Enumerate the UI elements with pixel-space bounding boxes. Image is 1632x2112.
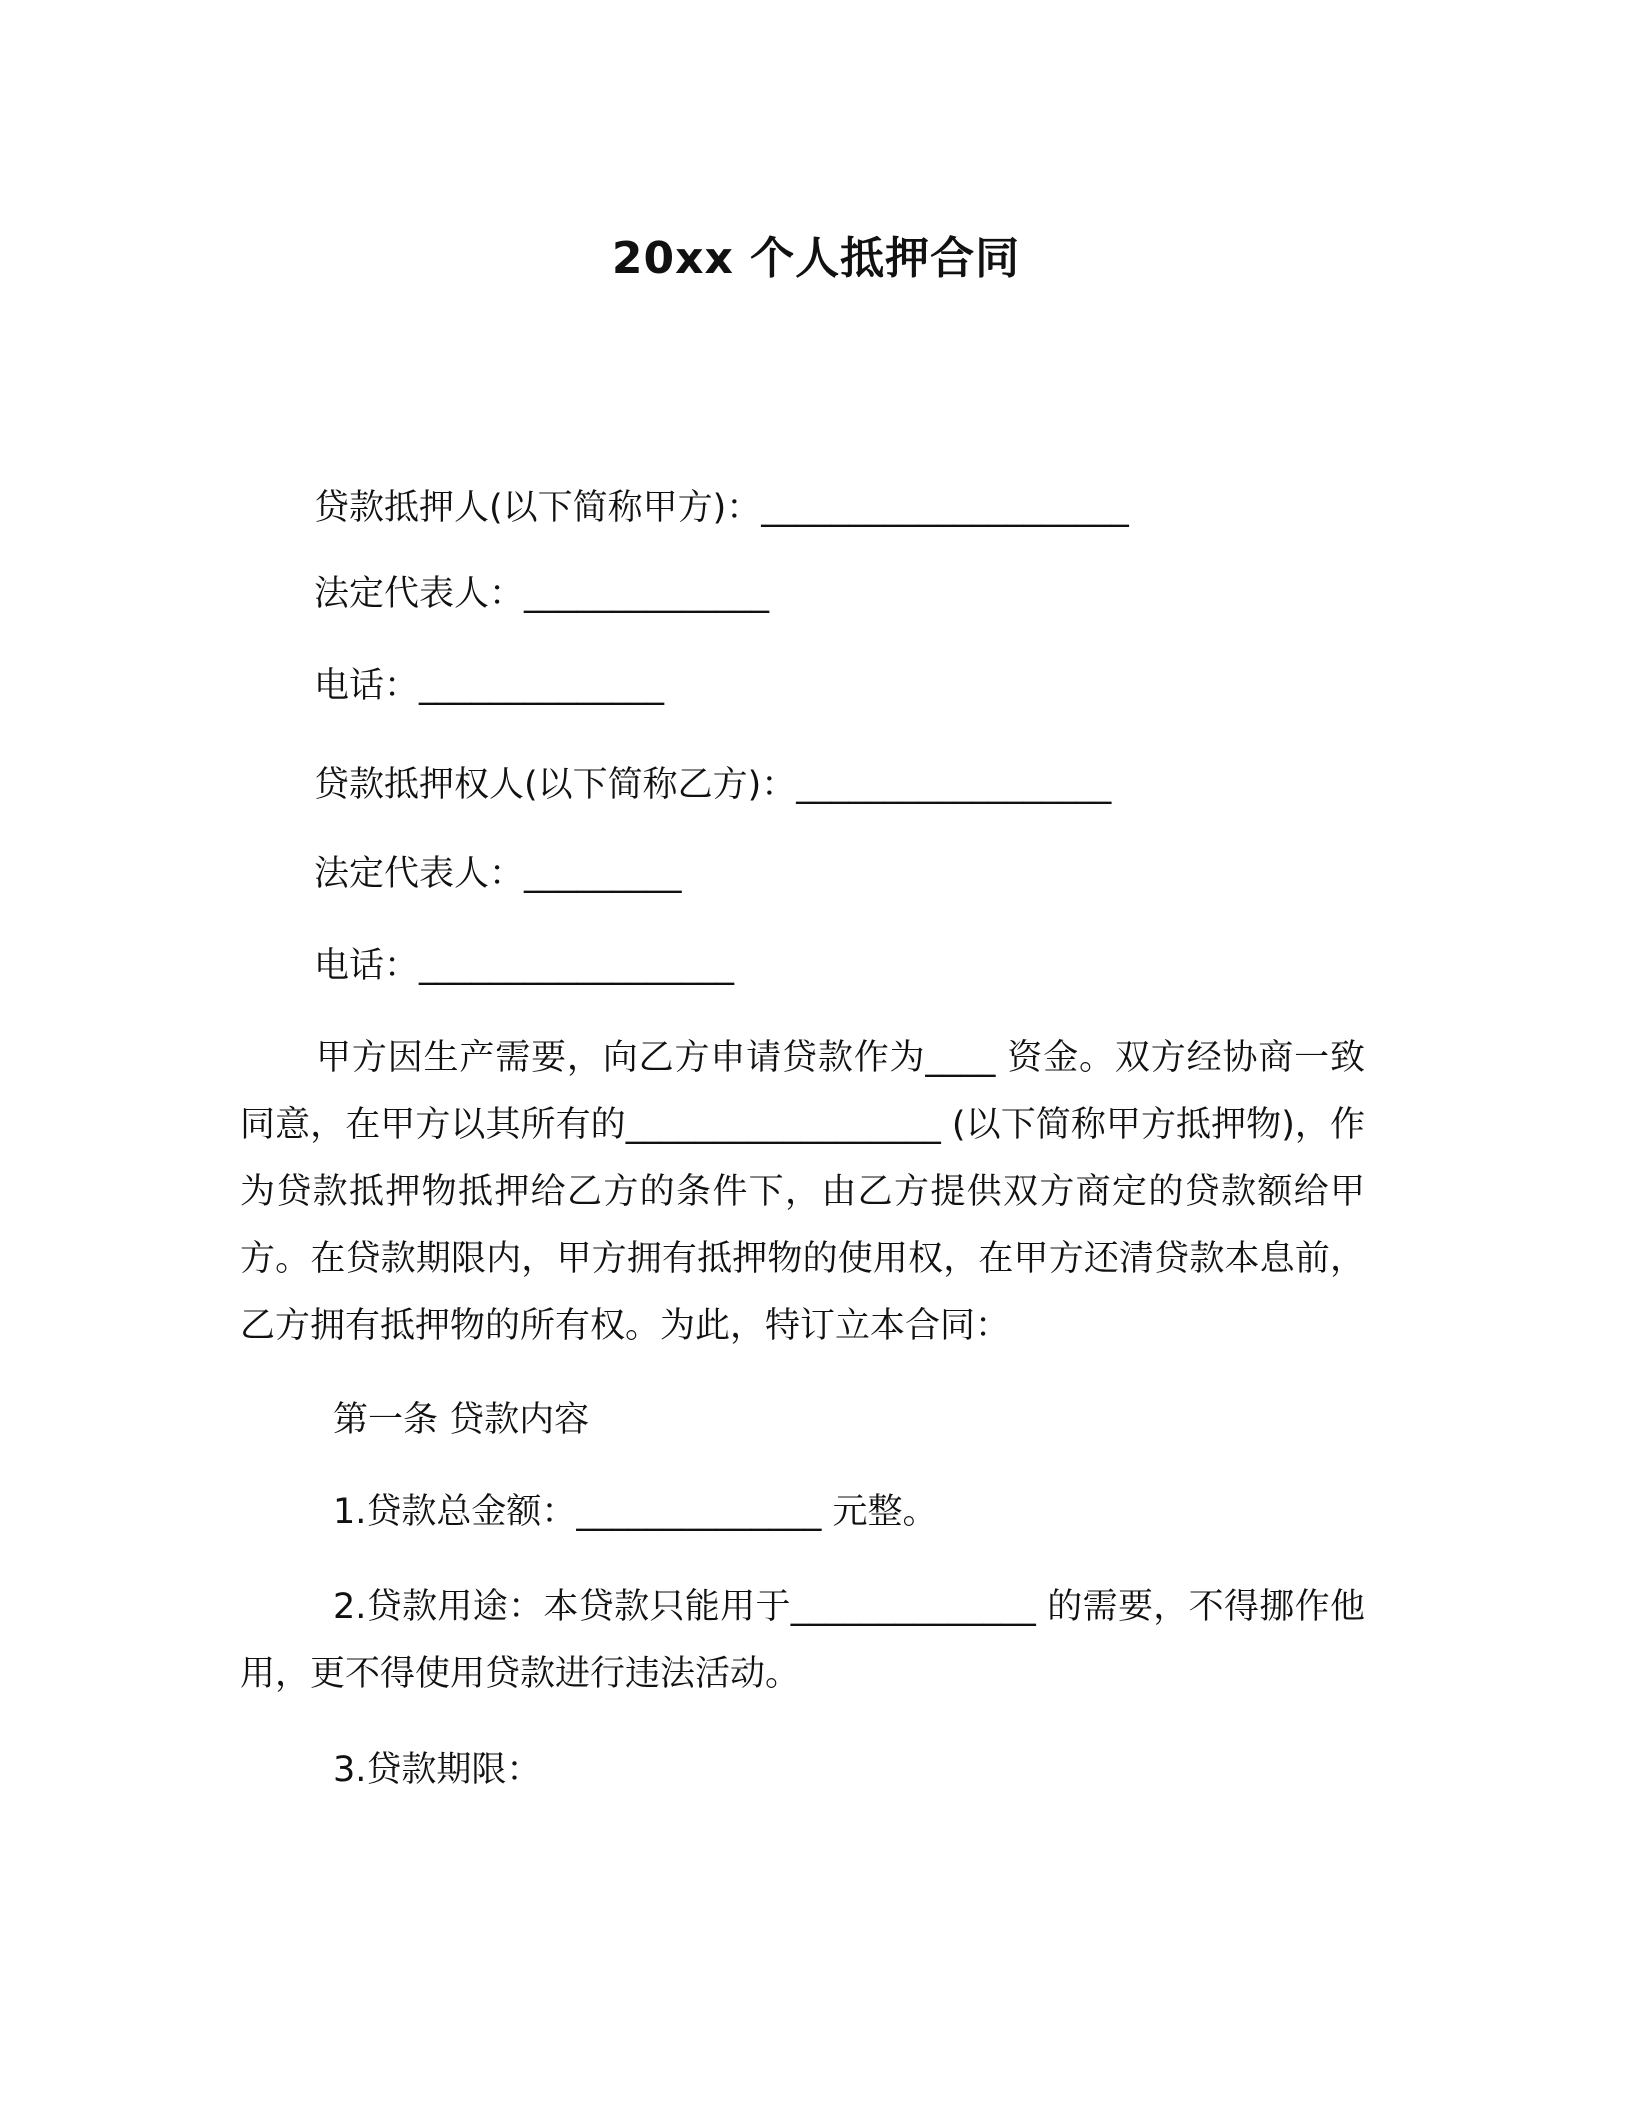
borrower-phone-line: 电话：______________ [314,666,665,706]
article-1-item-3: 3.贷款期限： [333,1750,542,1790]
lender-phone-line: 电话：__________________ [314,946,735,986]
lender-legal-rep-line: 法定代表人：_________ [314,854,682,894]
borrower-legal-rep-line: 法定代表人：______________ [314,574,770,614]
borrower-line: 贷款抵押人(以下简称甲方)：_____________________ [314,488,1129,528]
article-1-item-2: 2.贷款用途：本贷款只能用于______________ 的需要，不得挪作他用，更不得使用贷款进行违法活动。 [240,1587,1365,1694]
article-1-heading: 第一条 贷款内容 [333,1400,590,1440]
document-title: 20xx 个人抵押合同 [611,233,1021,284]
lender-line: 贷款抵押权人(以下简称乙方)：__________________ [314,765,1112,805]
article-1-item-1: 1.贷款总金额：______________ 元整。 [333,1492,938,1532]
intro-paragraph: 甲方因生产需要，向乙方申请贷款作为____ 资金。双方经协商一致同意，在甲方以其所有的__________________ (以下简称甲方抵押物)，作为贷款抵押物抵押给乙方的条件下，由乙方提供双方商定的贷款额给甲方。在贷款期限内，甲方拥有抵押物的使用权，在甲方还清贷款本息前，乙方拥有抵押物的所有权。为此，特订立本合同： [240,1038,1365,1346]
